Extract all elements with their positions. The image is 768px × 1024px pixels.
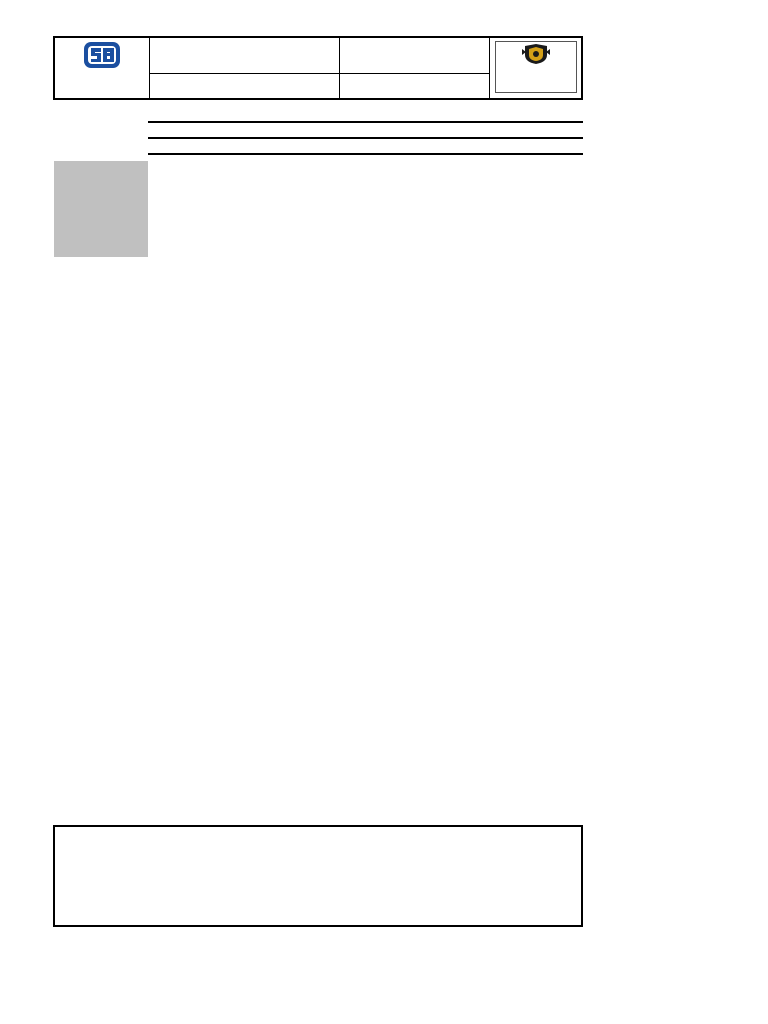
day-header-cell xyxy=(54,161,148,257)
unit-title xyxy=(150,74,340,98)
group-egresos xyxy=(293,162,386,174)
professional-line[interactable] xyxy=(148,121,583,123)
bogota-crest-cell xyxy=(490,38,581,98)
observations-box[interactable] xyxy=(53,825,583,927)
document-header xyxy=(53,36,583,100)
document-version xyxy=(340,74,490,98)
hospital-logo-cell xyxy=(55,38,150,98)
crest-frame xyxy=(495,41,577,93)
report-title xyxy=(150,38,340,74)
hospital-logo-icon xyxy=(82,40,122,70)
month-line[interactable] xyxy=(148,153,583,155)
group-ingresos xyxy=(149,162,249,174)
coat-of-arms-icon xyxy=(521,43,551,65)
group-reingresos xyxy=(435,162,583,174)
document-code xyxy=(340,38,490,74)
year-line[interactable] xyxy=(148,137,583,139)
